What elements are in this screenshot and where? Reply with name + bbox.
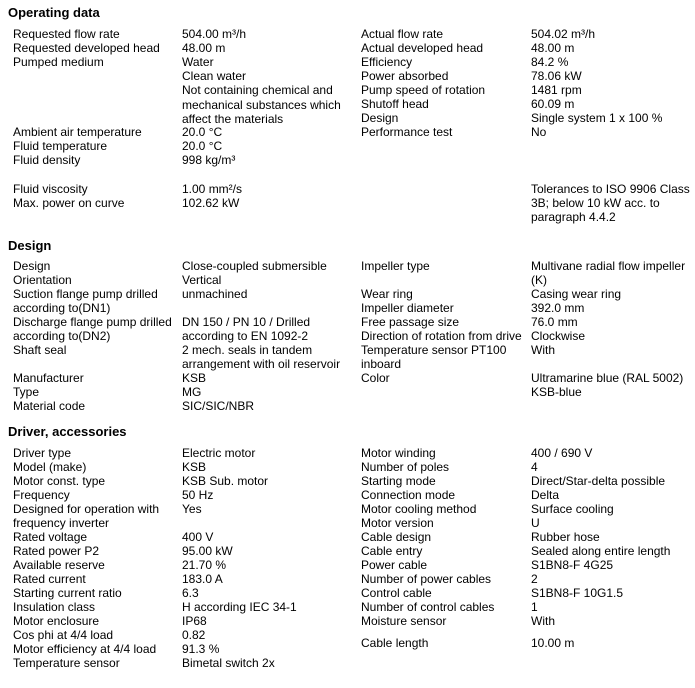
field-label: Design — [361, 111, 399, 125]
field-label: Fluid density — [13, 153, 81, 167]
field-label: Control cable — [361, 586, 432, 600]
field-label: Pump speed of rotation — [361, 83, 486, 97]
field-value: 6.3 — [182, 586, 199, 600]
field-value: 76.0 mm — [531, 315, 578, 329]
field-value: Close-coupled submersible — [182, 259, 327, 273]
field-value: unmachined — [182, 287, 248, 301]
field-label: Number of control cables — [361, 600, 495, 614]
field-value: 91.3 % — [182, 642, 220, 656]
field-label: Pumped medium — [13, 55, 104, 69]
field-label: Number of poles — [361, 460, 450, 474]
field-value: 183.0 A — [182, 572, 223, 586]
field-value: 10.00 m — [531, 636, 575, 650]
field-value: 392.0 mm — [531, 301, 585, 315]
field-value: Rubber hose — [531, 530, 600, 544]
field-value: Ultramarine blue (RAL 5002) KSB-blue — [531, 371, 684, 400]
section-title-driver-accessories: Driver, accessories — [8, 424, 127, 439]
field-label: Color — [361, 371, 390, 385]
field-label: Designed for operation with frequency inverter — [13, 502, 160, 531]
field-label: Frequency — [13, 488, 70, 502]
field-value: 21.70 % — [182, 558, 227, 572]
field-value: No — [531, 125, 547, 139]
field-value: Vertical — [182, 273, 222, 287]
field-label: Available reserve — [13, 558, 105, 572]
field-label: Cable length — [361, 636, 429, 650]
field-label: Motor const. type — [13, 474, 106, 488]
field-value: 998 kg/m³ — [182, 153, 236, 167]
field-label: Free passage size — [361, 315, 460, 329]
field-value: S1BN8-F 4G25 — [531, 558, 614, 572]
field-label: Model (make) — [13, 460, 87, 474]
tolerance-note: Tolerances to ISO 9906 Class 3B; below 10 kW acc. to paragraph 4.4.2 — [531, 182, 690, 225]
field-label: Ambient air temperature — [13, 125, 142, 139]
field-value: MG — [182, 385, 202, 399]
field-value: DN 150 / PN 10 / Drilled according to EN 1092-2 — [182, 315, 311, 344]
field-value: 48.00 m — [531, 41, 575, 55]
field-label: Cable entry — [361, 544, 423, 558]
field-label: Motor winding — [361, 446, 436, 460]
field-label: Connection mode — [361, 488, 456, 502]
field-value: 60.09 m — [531, 97, 575, 111]
field-label: Suction flange pump drilled according to(DN1) — [13, 287, 158, 316]
field-value: 4 — [531, 460, 538, 474]
field-label: Number of power cables — [361, 572, 492, 586]
field-label: Temperature sensor PT100 inboard — [361, 343, 507, 372]
field-value: 78.06 kW — [531, 69, 582, 83]
field-value: U — [531, 516, 540, 530]
field-value: 84.2 % — [531, 55, 569, 69]
field-label: Rated power P2 — [13, 544, 100, 558]
field-value: IP68 — [182, 614, 207, 628]
field-value: 2 mech. seals in tandem arrangement with oil reservoir — [182, 343, 341, 372]
field-label: Moisture sensor — [361, 614, 447, 628]
field-label: Shaft seal — [13, 343, 67, 357]
field-label: Cable design — [361, 530, 432, 544]
field-value: Single system 1 x 100 % — [531, 111, 663, 125]
field-label: Rated current — [13, 572, 86, 586]
field-label: Efficiency — [361, 55, 413, 69]
field-value: Water Clean water Not containing chemical and mechanical substances which affect the materials — [182, 55, 341, 126]
field-label: Motor efficiency at 4/4 load — [13, 642, 157, 656]
field-label: Wear ring — [361, 287, 413, 301]
field-label: Power absorbed — [361, 69, 449, 83]
field-value: 1.00 mm²/s — [182, 182, 243, 196]
field-label: Direction of rotation from drive — [361, 329, 522, 343]
field-value: KSB — [182, 371, 207, 385]
field-value: Multivane radial flow impeller (K) — [531, 259, 686, 288]
section-title-operating-data: Operating data — [8, 5, 100, 20]
field-label: Discharge flange pump drilled according to(DN2) — [13, 315, 172, 344]
field-value: With — [531, 614, 555, 628]
field-label: Performance test — [361, 125, 453, 139]
field-value: 48.00 m — [182, 41, 226, 55]
field-value: 1 — [531, 600, 538, 614]
field-label: Requested flow rate — [13, 27, 120, 41]
field-label: Actual flow rate — [361, 27, 444, 41]
field-label: Material code — [13, 399, 86, 413]
field-value: SIC/SIC/NBR — [182, 399, 255, 413]
field-label: Insulation class — [13, 600, 96, 614]
field-label: Orientation — [13, 273, 72, 287]
field-value: H according IEC 34-1 — [182, 600, 297, 614]
field-value: Electric motor — [182, 446, 256, 460]
field-value: Sealed along entire length — [531, 544, 671, 558]
field-label: Cos phi at 4/4 load — [13, 628, 114, 642]
field-label: Impeller type — [361, 259, 430, 273]
field-label: Temperature sensor — [13, 656, 120, 670]
field-value: 400 / 690 V — [531, 446, 593, 460]
field-value: KSB Sub. motor — [182, 474, 269, 488]
field-label: Starting current ratio — [13, 586, 122, 600]
field-value: 20.0 °C — [182, 139, 223, 153]
field-label: Motor cooling method — [361, 502, 477, 516]
field-value: Casing wear ring — [531, 287, 622, 301]
field-value: 1481 rpm — [531, 83, 582, 97]
field-label: Fluid temperature — [13, 139, 108, 153]
field-label: Impeller diameter — [361, 301, 454, 315]
field-label: Requested developed head — [13, 41, 160, 55]
field-label: Starting mode — [361, 474, 436, 488]
field-label: Fluid viscosity — [13, 182, 88, 196]
field-value: 0.82 — [182, 628, 206, 642]
field-value: KSB — [182, 460, 207, 474]
field-value: 50 Hz — [182, 488, 214, 502]
field-value: Delta — [531, 488, 560, 502]
field-value: Clockwise — [531, 329, 586, 343]
field-label: Motor enclosure — [13, 614, 100, 628]
field-value: S1BN8-F 10G1.5 — [531, 586, 624, 600]
field-value: Direct/Star-delta possible — [531, 474, 666, 488]
field-label: Type — [13, 385, 40, 399]
field-value: 20.0 °C — [182, 125, 223, 139]
field-value: 102.62 kW — [182, 196, 240, 210]
field-label: Motor version — [361, 516, 434, 530]
field-label: Power cable — [361, 558, 428, 572]
field-value: 504.00 m³/h — [182, 27, 247, 41]
field-value: With — [531, 343, 555, 357]
field-label: Rated voltage — [13, 530, 88, 544]
field-value: Surface cooling — [531, 502, 614, 516]
section-title-design: Design — [8, 238, 52, 253]
field-label: Shutoff head — [361, 97, 429, 111]
field-label: Max. power on curve — [13, 196, 125, 210]
field-value: 504.02 m³/h — [531, 27, 596, 41]
field-value: Bimetal switch 2x — [182, 656, 275, 670]
field-value: 2 — [531, 572, 538, 586]
field-label: Driver type — [13, 446, 72, 460]
field-value: Yes — [182, 502, 202, 516]
field-value: 95.00 kW — [182, 544, 233, 558]
field-label: Design — [13, 259, 51, 273]
field-label: Actual developed head — [361, 41, 484, 55]
field-label: Manufacturer — [13, 371, 84, 385]
field-value: 400 V — [182, 530, 214, 544]
